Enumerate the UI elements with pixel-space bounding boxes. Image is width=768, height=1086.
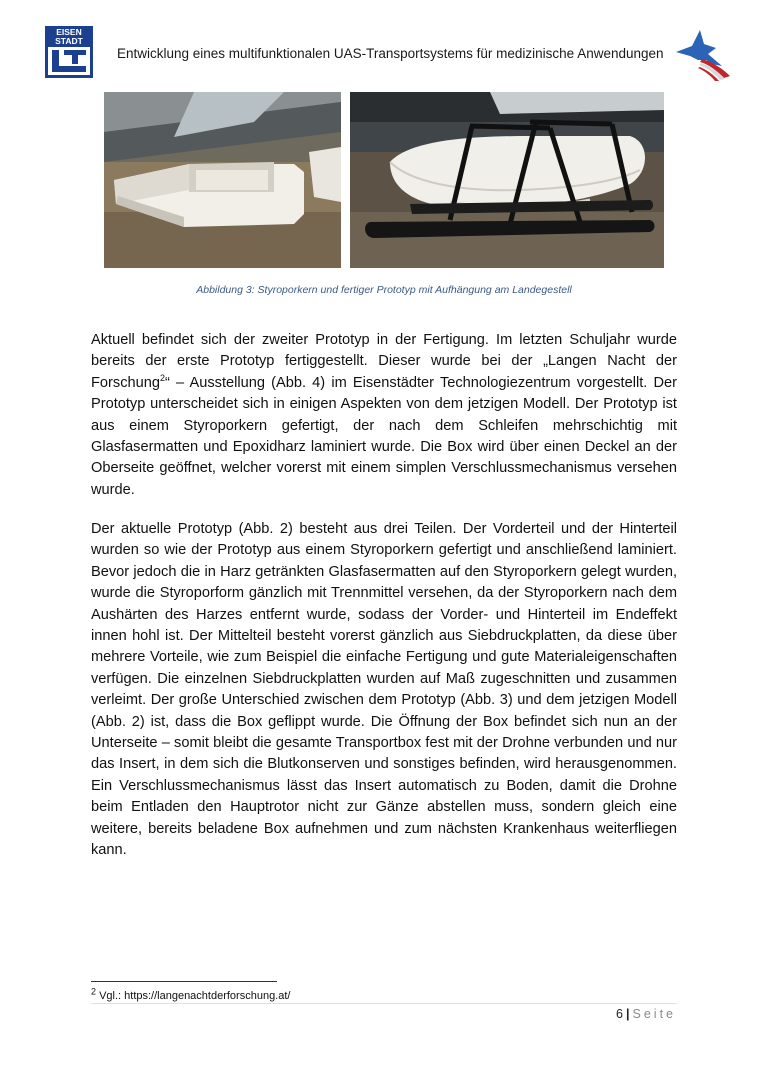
body-paragraph-2: Der aktuelle Prototyp (Abb. 2) besteht aus drei Teilen. Der Vorderteil und der Hinterteil wurden so wie der Prototyp aus einem Styroporkern gefertigt und anschließend laminiert. Bevor jedoch die in Harz getränkten Glasfasermatten auf den Styroporkern gelegt wurden, wurde die Styroporform gänzlich mit Trennmittel versehen, da der Styroporkern nach dem Aushärten des Harzes entfernt wurde, sodass der Vorder- und Hinterteil im Endeffekt innen hohl ist. Der Mittelteil besteht vorerst gänzlich aus Siebdruckplatten, da diese über mehrere Vorteile, wie zum Beispiel die einfache Fertigung und gute Materialeigenschaften verfügen. Die einzelnen Siebdruckplatten wurden auf Maß zugeschnitten und zusammen verleimt. Der große Unterschied zwischen dem Prototyp (Abb. 3) und dem jetzigen Modell (Abb. 2) ist, dass die Box geflippt wurde. Die Öffnung der Box befindet sich nun an der Unterseite – somit bleibt die gesamte Transportbox fest mit der Drohne verbunden und nur das Insert, in dem sich die Blutkonserven und sonstiges befinden, wird herausgenommen. Ein Verschlussmechanismus lässt das Insert automatisch zu Boden, damit die Drohne beim Entladen den Hauptrotor nicht zur Gänze abstellen muss, sondern gleich eine weitere, bereits beladene Box aufnehmen und zum nächsten Krankenhaus weiterfliegen kann.	[91, 521, 677, 859]
p1-text-a: Aktuell befindet sich der zweiter Prototyp in der Fertigung. Im letzten Schuljahr wurde bereits der erste Prototyp fertiggestellt. Dieser wurde bei der „Langen Nacht der Forschung	[91, 332, 677, 391]
eagle-emblem-icon	[670, 26, 732, 82]
finished-prototype-photo	[350, 92, 664, 268]
figure-caption: Abbildung 3: Styroporkern und fertiger Prototyp mit Aufhängung am Landegestell	[196, 284, 572, 296]
page-number	[616, 1007, 676, 1021]
styrofoam-core-photo	[104, 92, 341, 268]
page-number-value: 6	[616, 1007, 623, 1021]
footer-divider	[91, 1003, 677, 1004]
footnote	[91, 986, 291, 1002]
logo-text-line1: EISEN	[56, 27, 82, 37]
footnote-number: 2	[91, 986, 97, 997]
p1-text-b: “ – Ausstellung (Abb. 4) im Eisenstädter Technologiezentrum vorgestellt. Der Prototyp unterscheidet sich in einigen Aspekten von dem jetzigen Modell. Der Prototyp ist aus einem Styroporkern gefertigt, der nach dem Schleifen mehrschichtig mit Glasfasermatten und Epoxidharz laminiert wurde. Die Box wird über einen Deckel an der Oberseite geöffnet, welcher vorerst mit einem simplen Verschlussmechanismus versehen wurde.	[91, 374, 677, 498]
body-paragraph-1	[91, 330, 677, 501]
footnote-ref: 2	[159, 372, 165, 383]
footnote-divider	[91, 981, 277, 982]
header-title: Entwicklung eines multifunktionalen UAS-Transportsystems für medizinische Anwendungen	[117, 46, 664, 61]
footnote-text: Vgl.: https://langenachtderforschung.at/	[96, 990, 291, 1002]
page-number-separator: |	[626, 1007, 630, 1021]
school-logo	[45, 26, 93, 78]
logo-text-line2: STADT	[55, 36, 83, 46]
page-word: Seite	[632, 1007, 676, 1021]
